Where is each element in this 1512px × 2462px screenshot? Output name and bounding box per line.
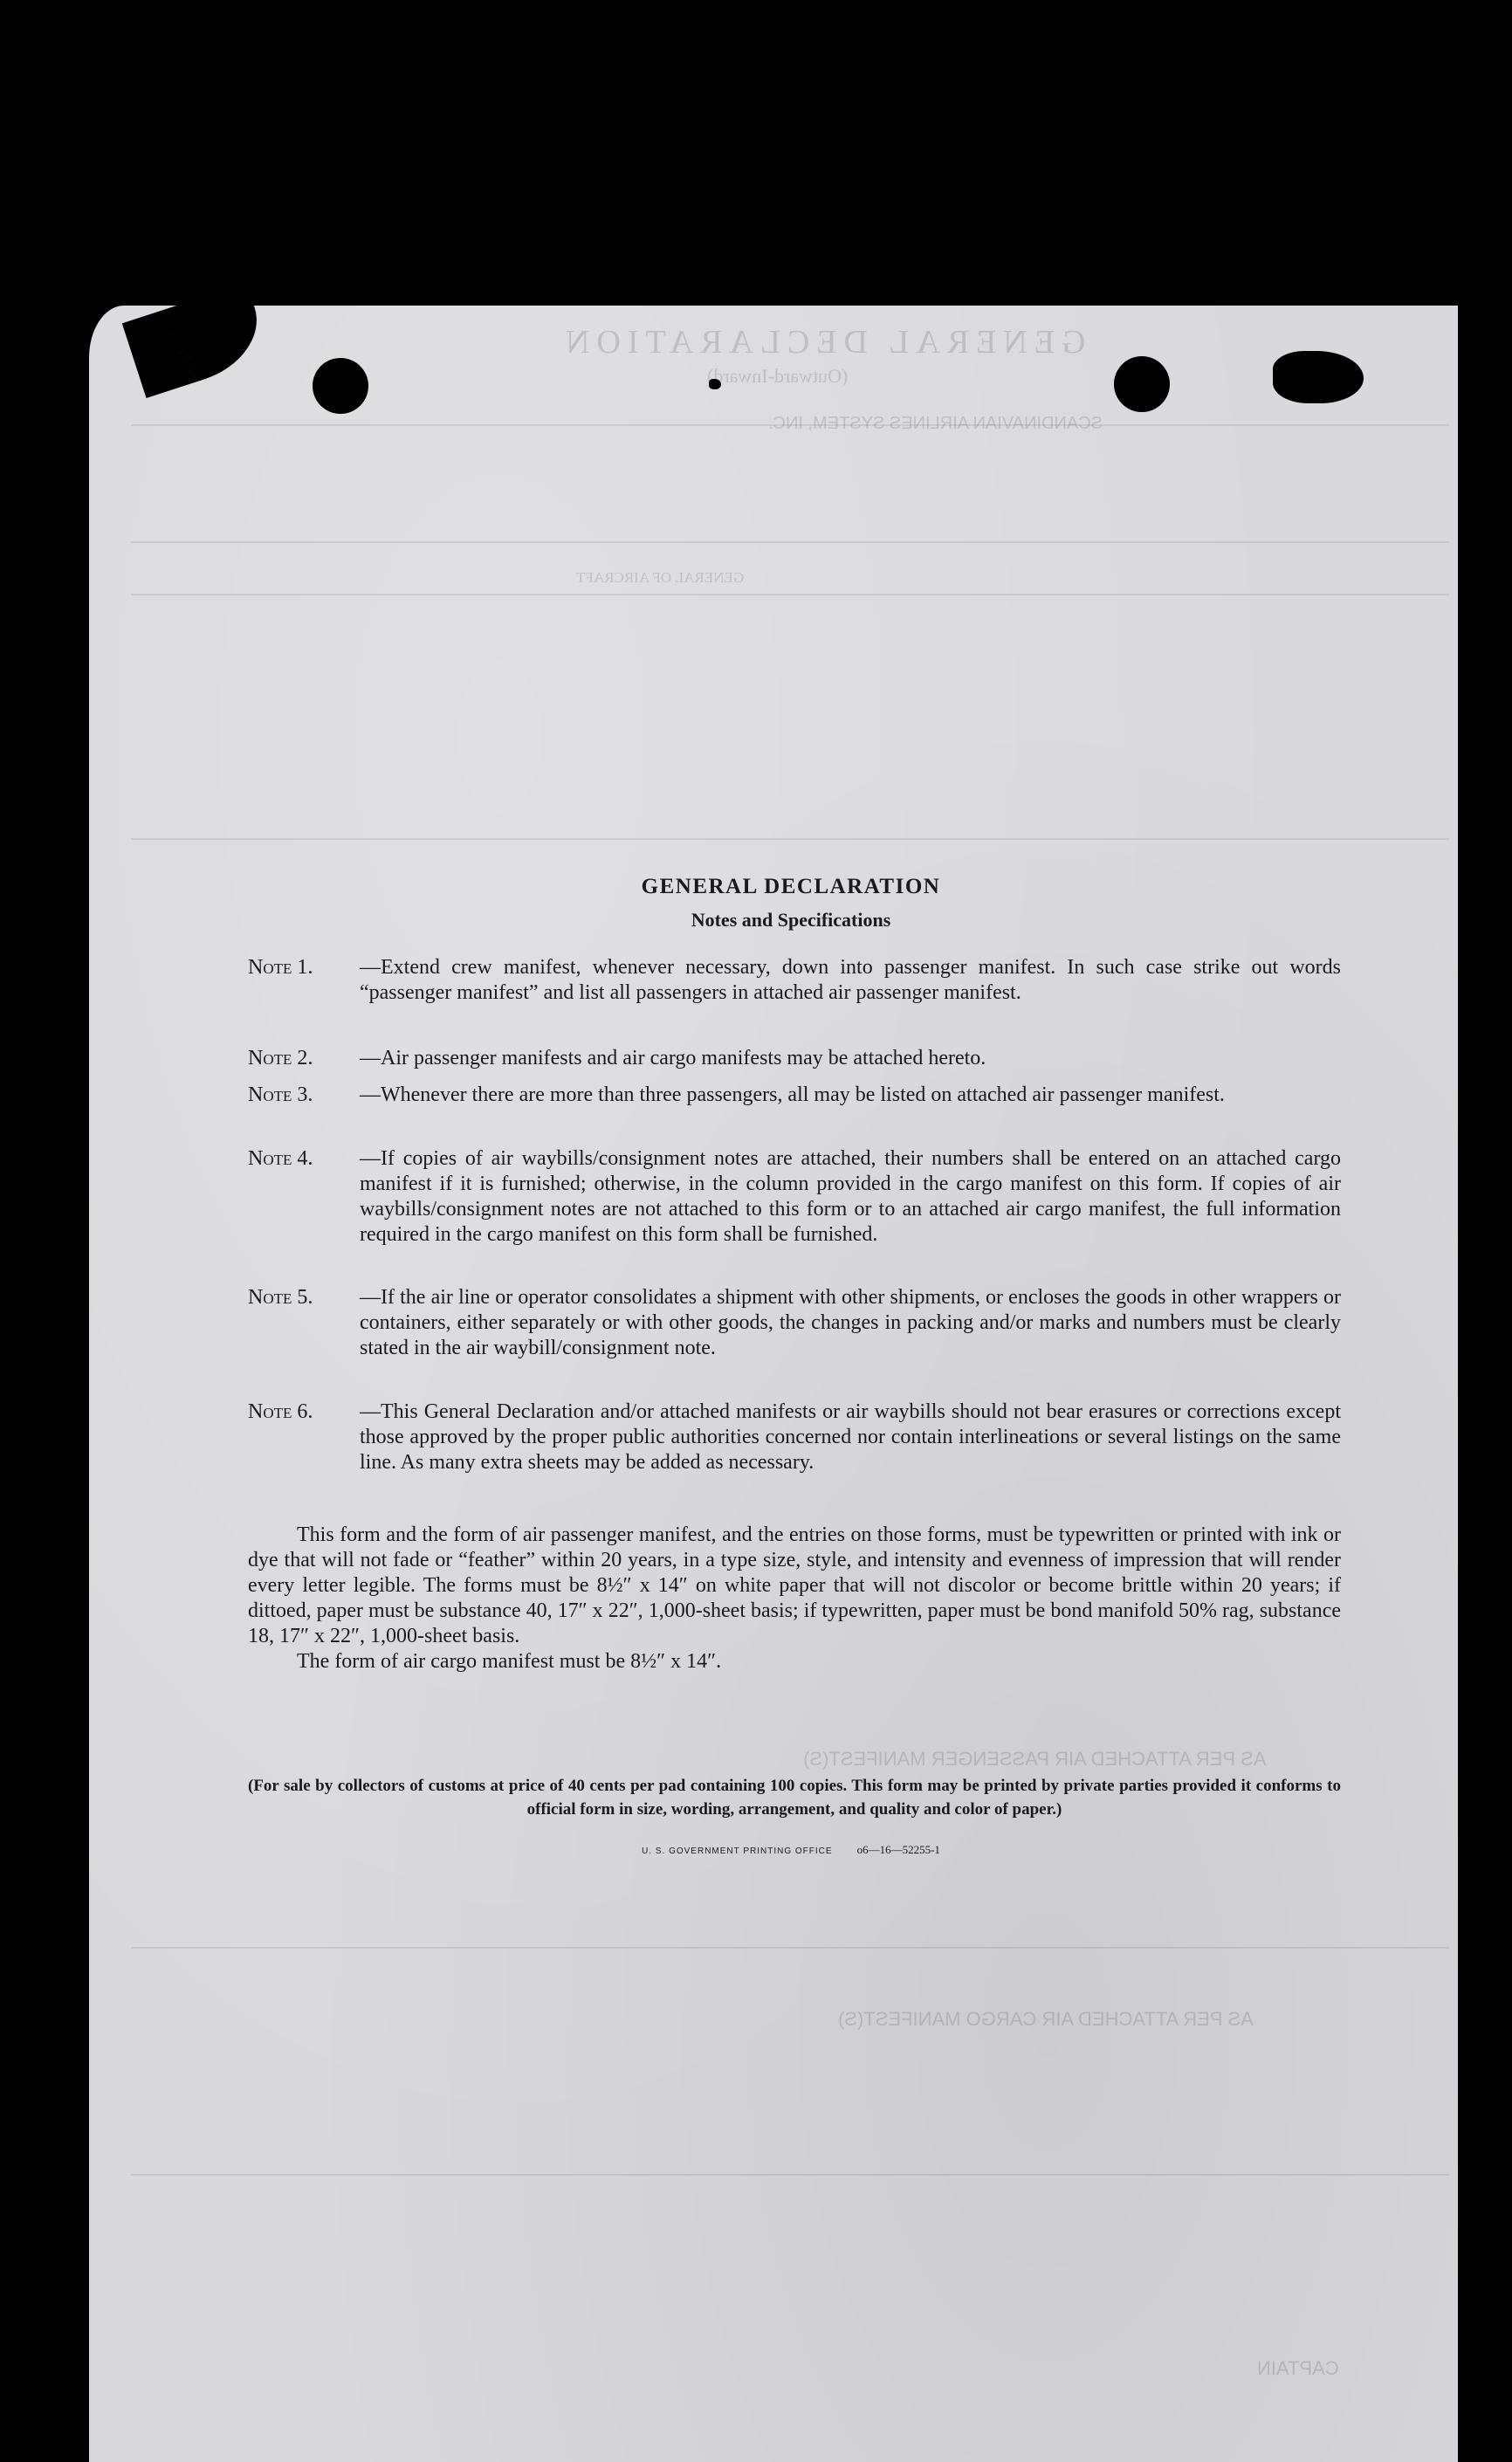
sale-notice: (For sale by collectors of customs at price of 40 cents per pad containing 100 copies. This form may be printed by private parties provided it conforms to official form in size, wording, arrangement, and quality and color of paper.) <box>248 1777 1341 1819</box>
form-paragraph: This form and the form of air passenger manifest, and the entries on those forms, must be typewritten or printed with ink or dye that will not fade or “feather” within 20 years, in a type size, style, and intensity and evenness of impression that will render every letter legible. The forms must be 8½″ x 14″ on white paper that will not discolor or become brittle within 20 years; if dittoed, paper must be substance 40, 17″ x 22″, 1,000-sheet basis; if typewritten, paper must be bond manifold 50% rag, substance 18, 17″ x 22″, 1,000-sheet basis. <box>248 1523 1341 1647</box>
note-label: Note 1. <box>248 956 313 979</box>
cargo-paragraph: The form of air cargo manifest must be 8½″ x 14″. <box>297 1650 722 1673</box>
document-subtitle: Notes and Specifications <box>691 909 891 931</box>
note-text: —Whenever there are more than three passengers, all may be listed on attached air passenger manifest. <box>360 1083 1225 1106</box>
note-2 <box>248 1046 1341 1071</box>
form-requirements <box>248 1523 1341 1675</box>
note-3 <box>248 1083 1341 1108</box>
note-1 <box>248 955 1341 1006</box>
note-6 <box>248 1399 1341 1475</box>
printer-code: o6—16—52255-1 <box>856 1843 940 1856</box>
note-text: —If copies of air waybills/consignment notes are attached, their numbers shall be entered on an attached cargo manifest if it is furnished; otherwise, in the column provided in the cargo manifest on this form. If copies of air waybills/consignment notes are not attached to this form or to an attached air cargo manifest, the full information required in the cargo manifest on this form shall be furnished. <box>360 1147 1341 1246</box>
note-label: Note 5. <box>248 1286 313 1309</box>
note-label: Note 3. <box>248 1083 313 1106</box>
note-label: Note 2. <box>248 1047 313 1069</box>
printer-name: U. S. GOVERNMENT PRINTING OFFICE <box>642 1846 833 1856</box>
note-4 <box>248 1146 1341 1248</box>
note-text: —If the air line or operator consolidates a shipment with other shipments, or encloses the goods in other wrappers or containers, either separately or with other goods, the changes in packing and/or marks and numbers must be clearly stated in the air waybill/consignment note. <box>360 1286 1341 1359</box>
note-label: Note 4. <box>248 1147 313 1170</box>
note-label: Note 6. <box>248 1400 313 1423</box>
note-text: —Air passenger manifests and air cargo manifests may be attached hereto. <box>360 1047 986 1069</box>
note-text: —Extend crew manifest, whenever necessary, down into passenger manifest. In such case strike out words “passenger manifest” and list all passengers in attached air passenger manifest. <box>360 956 1341 1004</box>
document-title: GENERAL DECLARATION <box>641 875 941 898</box>
note-text: —This General Declaration and/or attached manifests or air waybills should not bear erasures or corrections except those approved by the proper public authorities concerned nor contain interlineations or several listings on the same line. As many extra sheets may be added as necessary. <box>360 1400 1341 1474</box>
note-5 <box>248 1285 1341 1361</box>
printer-line <box>0 1843 1512 1857</box>
